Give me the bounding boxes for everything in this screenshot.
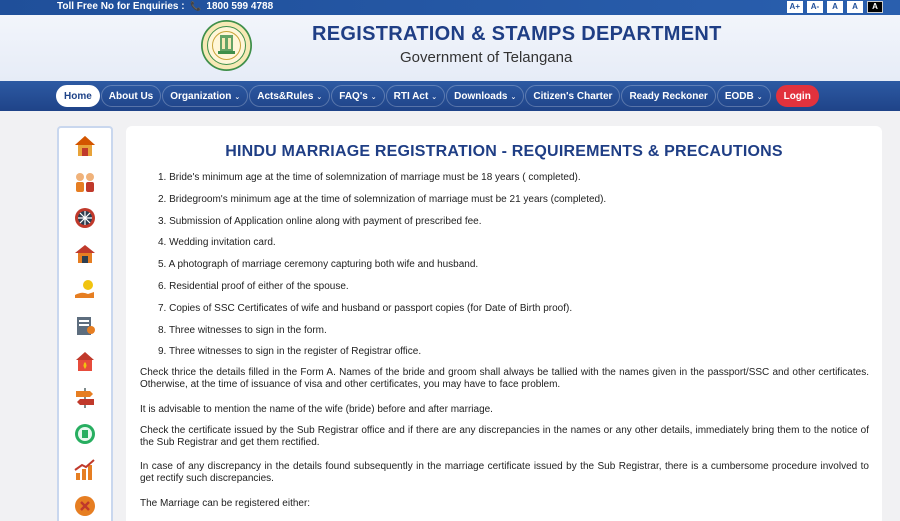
login-button[interactable]: Login bbox=[776, 85, 819, 107]
page-title: HINDU MARRIAGE REGISTRATION - REQUIREMENTS & PRECAUTIONS bbox=[225, 143, 783, 160]
signpost-icon[interactable] bbox=[72, 385, 98, 411]
theme-dark-button[interactable]: A bbox=[867, 1, 883, 13]
nav-home[interactable]: Home bbox=[56, 85, 100, 107]
precaution-paragraph: Check thrice the details filled in the Form A. Names of the bride and groom shall always be tallied with the names given in the passport/SSC and other certificates. Otherwise, at the time of issuance of visa and other certificates, you may have to face problem. bbox=[140, 367, 869, 390]
precaution-paragraph: It is advisable to mention the name of the wife (bride) before and after marriage. bbox=[140, 404, 493, 415]
close-icon[interactable] bbox=[72, 493, 98, 519]
department-title: REGISTRATION & STAMPS DEPARTMENT bbox=[312, 23, 722, 45]
theme-light-button[interactable]: A bbox=[847, 1, 863, 13]
list-item: 9. Three witnesses to sign in the register of Registrar office. bbox=[158, 346, 422, 358]
main-content bbox=[126, 126, 882, 521]
font-decrease-button[interactable]: A- bbox=[807, 1, 823, 13]
list-item: 1. Bride's minimum age at the time of solemnization of marriage must be 18 years ( completed). bbox=[158, 172, 581, 183]
chevron-down-icon: ⌄ bbox=[316, 94, 323, 101]
main-navigation bbox=[0, 81, 900, 111]
requirements-list bbox=[158, 172, 858, 368]
couple-icon[interactable] bbox=[72, 169, 98, 195]
site-header bbox=[0, 15, 900, 81]
hand-money-icon[interactable] bbox=[72, 277, 98, 303]
telangana-emblem-icon[interactable] bbox=[201, 20, 252, 71]
nav-citizens-charter[interactable]: Citizen's Charter bbox=[525, 85, 620, 107]
chevron-down-icon: ⌄ bbox=[431, 94, 438, 101]
chevron-down-icon: ⌄ bbox=[756, 94, 763, 101]
precaution-paragraph: The Marriage can be registered either: bbox=[140, 498, 311, 509]
house-tag-icon[interactable] bbox=[72, 241, 98, 267]
chevron-down-icon: ⌄ bbox=[510, 94, 517, 101]
precaution-paragraph: Check the certificate issued by the Sub Registrar office and if there are any discrepancies in the names or any other details, immediately bring them to the notice of the Sub Registrar and get them rectified. bbox=[140, 425, 869, 448]
phone-icon: 📞 bbox=[190, 1, 202, 11]
font-size-controls bbox=[787, 1, 883, 13]
chevron-down-icon: ⌄ bbox=[370, 94, 377, 101]
nav-ready-reckoner[interactable]: Ready Reckoner bbox=[621, 85, 715, 107]
quick-links-sidebar bbox=[57, 126, 113, 521]
nav-faqs[interactable]: FAQ's ⌄ bbox=[331, 85, 384, 107]
nav-about-us[interactable]: About Us bbox=[101, 85, 161, 107]
phone-number[interactable]: 1800 599 4788 bbox=[206, 1, 274, 12]
growth-chart-icon[interactable] bbox=[72, 457, 98, 483]
list-item: 3. Submission of Application online along with payment of prescribed fee. bbox=[158, 215, 482, 227]
precaution-paragraph: In case of any discrepancy in the details found subsequently in the marriage certificate issued by the Sub Registrar, there is a cumbersome procedure involved to get rectify such discrepancies. bbox=[140, 461, 869, 484]
nav-organization[interactable]: Organization ⌄ bbox=[162, 85, 248, 107]
fire-house-icon[interactable] bbox=[72, 349, 98, 375]
list-item: 5. A photograph of marriage ceremony capturing both wife and husband. bbox=[158, 259, 479, 271]
government-subtitle: Government of Telangana bbox=[400, 49, 573, 66]
seal-icon[interactable] bbox=[72, 421, 98, 447]
font-normal-button[interactable]: A bbox=[827, 1, 843, 13]
chevron-down-icon: ⌄ bbox=[234, 94, 241, 101]
top-bar bbox=[0, 0, 900, 15]
list-item: 8. Three witnesses to sign in the form. bbox=[158, 324, 327, 336]
enquiry-label: Toll Free No for Enquiries : bbox=[57, 1, 185, 12]
nav-acts-rules[interactable]: Acts&Rules ⌄ bbox=[249, 85, 330, 107]
list-item: 4. Wedding invitation card. bbox=[158, 237, 276, 249]
emblem-icon[interactable] bbox=[72, 205, 98, 231]
nav-eodb[interactable]: EODB ⌄ bbox=[717, 85, 771, 107]
list-item: 7. Copies of SSC Certificates of wife and husband or passport copies (for Date of Birth proof). bbox=[158, 302, 573, 314]
font-increase-button[interactable]: A+ bbox=[787, 1, 803, 13]
list-item: 2. Bridegroom's minimum age at the time of solemnization of marriage must be 21 years (completed). bbox=[158, 193, 607, 205]
list-item: 6. Residential proof of either of the spouse. bbox=[158, 280, 349, 292]
document-user-icon[interactable] bbox=[72, 313, 98, 339]
enquiry-info bbox=[57, 1, 273, 12]
home-icon[interactable] bbox=[72, 133, 98, 159]
nav-downloads[interactable]: Downloads ⌄ bbox=[446, 85, 524, 107]
nav-rti-act[interactable]: RTI Act ⌄ bbox=[386, 85, 446, 107]
